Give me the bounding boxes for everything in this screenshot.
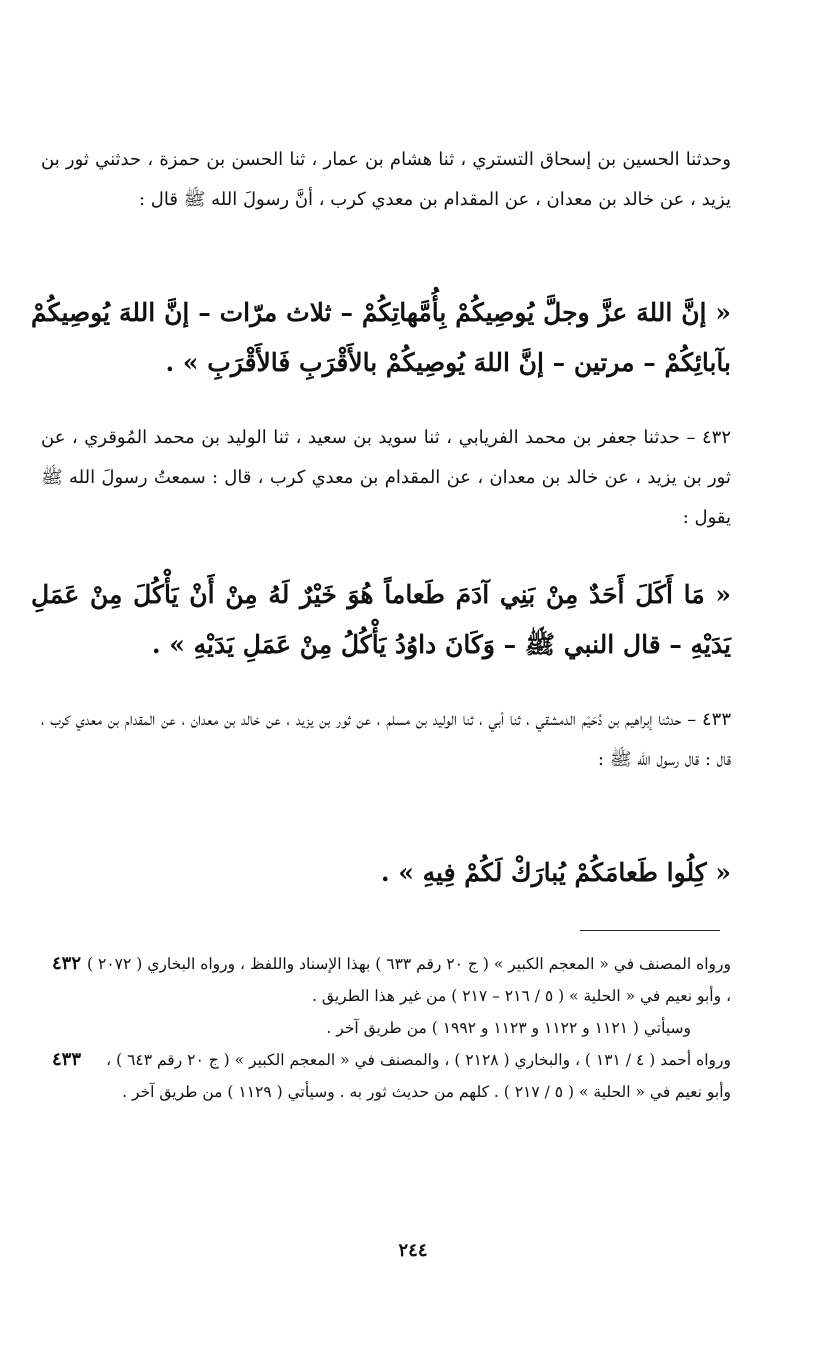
footnote-432 [41,948,731,1012]
page-number: ٢٤٤ [398,1240,428,1261]
chain-paragraph-432: ٤٣٢ – حدثنا جعفر بن محمد الفريابي ، ثنا سويد بن سعيد ، ثنا الوليد بن محمد المُوقري ، عن ثور بن يزيد ، عن خالد بن معدان ، عن المقدام بن معدي كرب ، قال : سمعتُ رسولَ الله ﷺ يقول : [41,427,731,528]
footnote-433 [41,1044,731,1108]
hadith-text-1: « إنَّ اللهَ عزَّ وجلَّ يُوصِيكُمْ بِأُمَّهاتِكُمْ – ثلاث مرّات – إنَّ اللهَ يُوصِيكُمْ بآبائِكُمْ – مرتين – إنَّ اللهَ يُوصِيكُمْ بالأَقْرَبِ فَالأَقْرَبِ » . [31,298,731,377]
footnote-number: ٤٣٣ [51,1049,81,1070]
footnote-text: ورواه المصنف في « المعجم الكبير » ( ج ٢٠ رقم ٦٣٣ ) بهذا الإسناد واللفظ ، ورواه البخاري ( ٢٠٧٢ ) ، وأبو نعيم في « الحلية » ( ٥ / ٢١٦ – ٢١٧ ) من غير هذا الطريق . [87,955,731,1005]
chain-paragraph-1: وحدثنا الحسين بن إسحاق التستري ، ثنا هشام بن عمار ، ثنا الحسن بن حمزة ، حدثني ثور بن يزيد ، عن خالد بن معدان ، عن المقدام بن معدي كرب ، أنَّ رسولَ الله ﷺ قال : [41,149,731,210]
footnote-extra-line: وسيأتي ( ١١٢١ و ١١٢٢ و ١١٢٣ و ١٩٩٢ ) من طريق آخر . [326,1019,691,1037]
hadith-text-432: « مَا أَكَلَ أَحَدٌ مِنْ بَنِي آدَمَ طَعاماً هُوَ خَيْرٌ لَهُ مِنْ أَنْ يَأْكُلَ مِنْ عَمَلِ يَدَيْهِ – قال النبي ﷺ – وَكَانَ داوُدُ يَأْكُلُ مِنْ عَمَلِ يَدَيْهِ » . [31,580,731,659]
footnote-number: ٤٣٢ [51,953,81,974]
footnote-divider [580,930,720,931]
footnote-text: ورواه أحمد ( ٤ / ١٣١ ) ، والبخاري ( ٢١٢٨ ) ، والمصنف في « المعجم الكبير » ( ج ٢٠ رقم ٦٤٣ ) ، وأبو نعيم في « الحلية » ( ٥ / ٢١٧ ) . كلهم من حديث ثور به . وسيأتي ( ١١٢٩ ) من طريق آخر . [106,1051,731,1101]
footnotes [41,948,731,1108]
chain-paragraph-433: ٤٣٣ – حدثنا إبراهيم بن دُحَيْم الدمشقي ، ثنا أبي ، ثنا الوليد بن مسلم ، عن ثور بن يزيد ، عن خالد بن معدان ، عن المقدام بن معدي كرب ، قال : قال رسول الله ﷺ : [41,709,731,770]
hadith-text-433: « كِلُوا طَعامَكُمْ يُبارَكْ لَكُمْ فِيهِ » . [380,858,731,887]
